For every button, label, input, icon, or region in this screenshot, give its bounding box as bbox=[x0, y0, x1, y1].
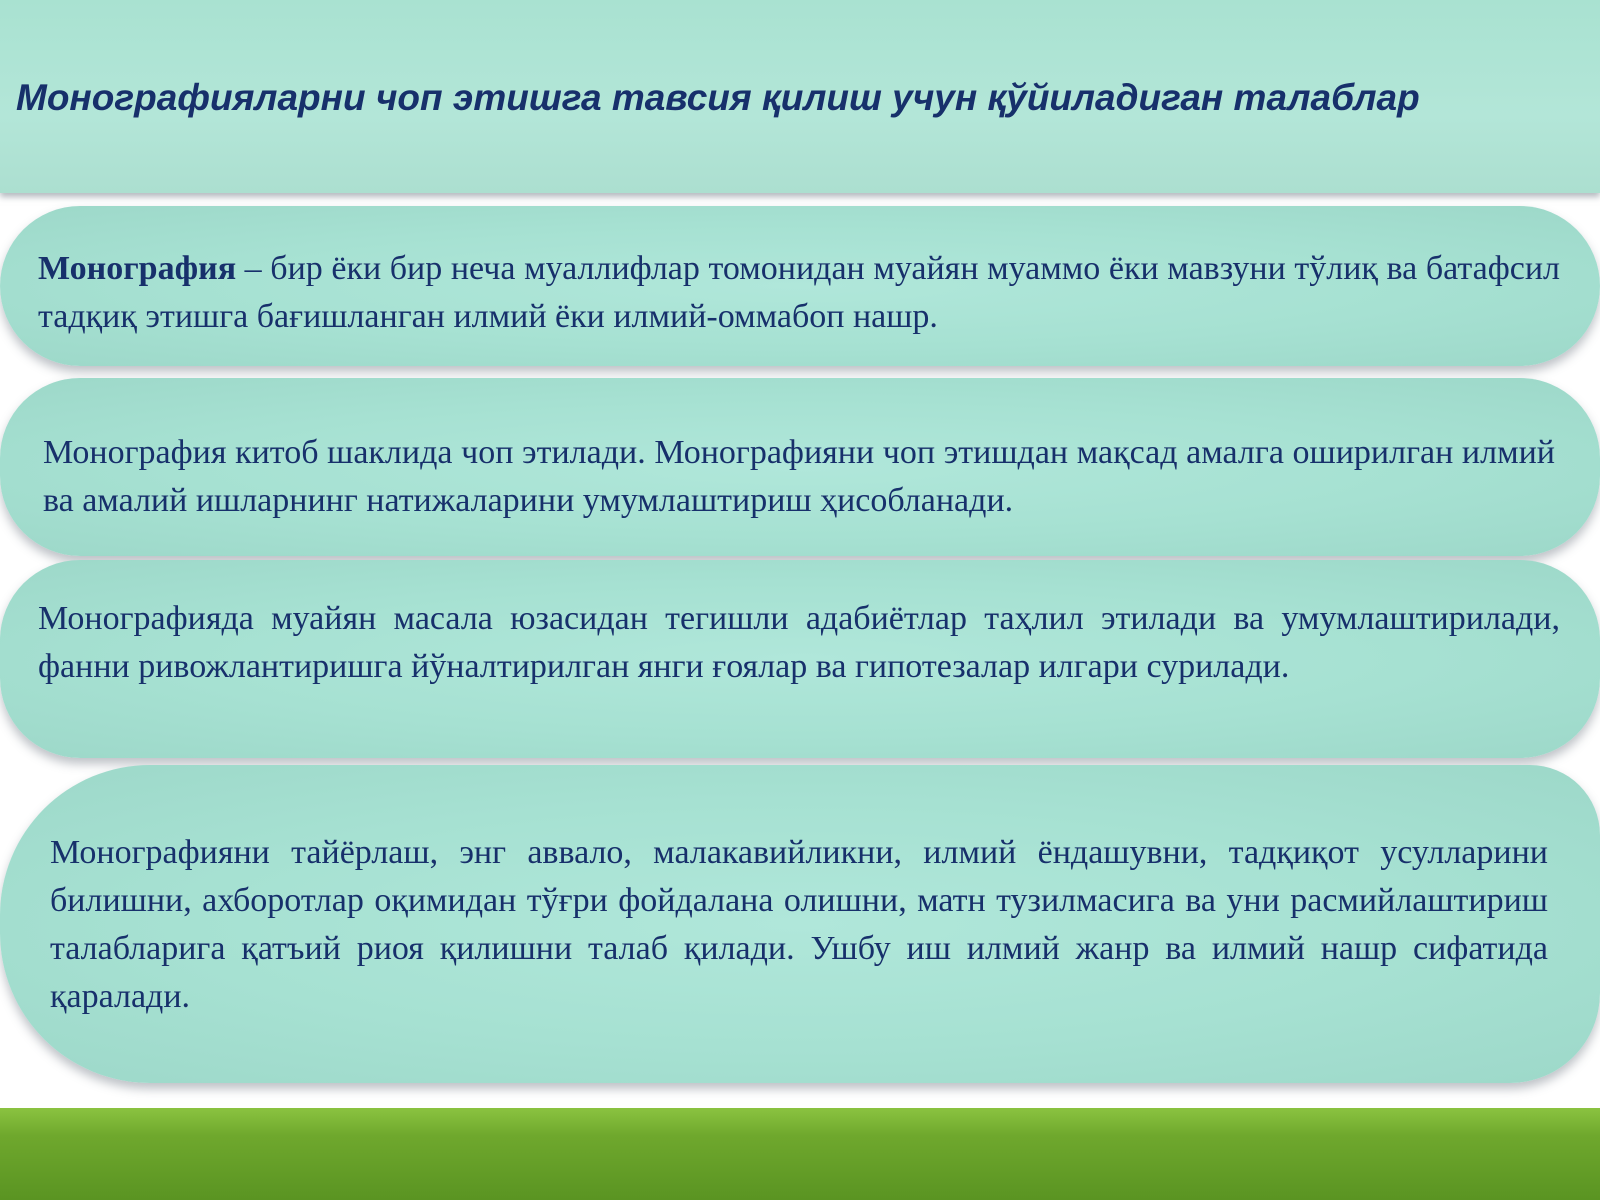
slide-title: Монографияларни чоп этишга тавсия қилиш учун қўйиладиган талаблар bbox=[16, 77, 1420, 118]
preparation-text: Монографияни тайёрлаш, энг аввало, малакавийликни, илмий ёндашувни, тадқиқот усулларини билишни, ахборотлар оқимидан тўғри фойдалана олишни, матн тузилмасига ва уни расмийлаштириш талабларига қатъий риоя қилишни талаб қилади. Ушбу иш илмий жанр ва илмий нашр сифатида қаралади. bbox=[50, 834, 1548, 1015]
definition-text bbox=[38, 245, 1560, 341]
analysis-text: Монографияда муайян масала юзасидан тегишли адабиётлар таҳлил этилади ва умумлаштирилади, фанни ривожлантиришга йўналтирилган янги ғоялар ва гипотезалар илгари сурилади. bbox=[38, 600, 1560, 685]
definition-term: Монография bbox=[38, 250, 237, 287]
definition-body: – бир ёки бир неча муаллифлар томонидан муайян муаммо ёки мавзуни тўлиқ ва батафсил тадқиқ этишга бағишланган илмий ёки илмий-оммабоп нашр. bbox=[38, 250, 1560, 335]
footer-bar bbox=[0, 1108, 1600, 1200]
purpose-text: Монография китоб шаклида чоп этилади. Монографияни чоп этишдан мақсад амалга оширилган илмий ва амалий ишларнинг натижаларини умумлаштириш ҳисобланади. bbox=[43, 434, 1555, 519]
